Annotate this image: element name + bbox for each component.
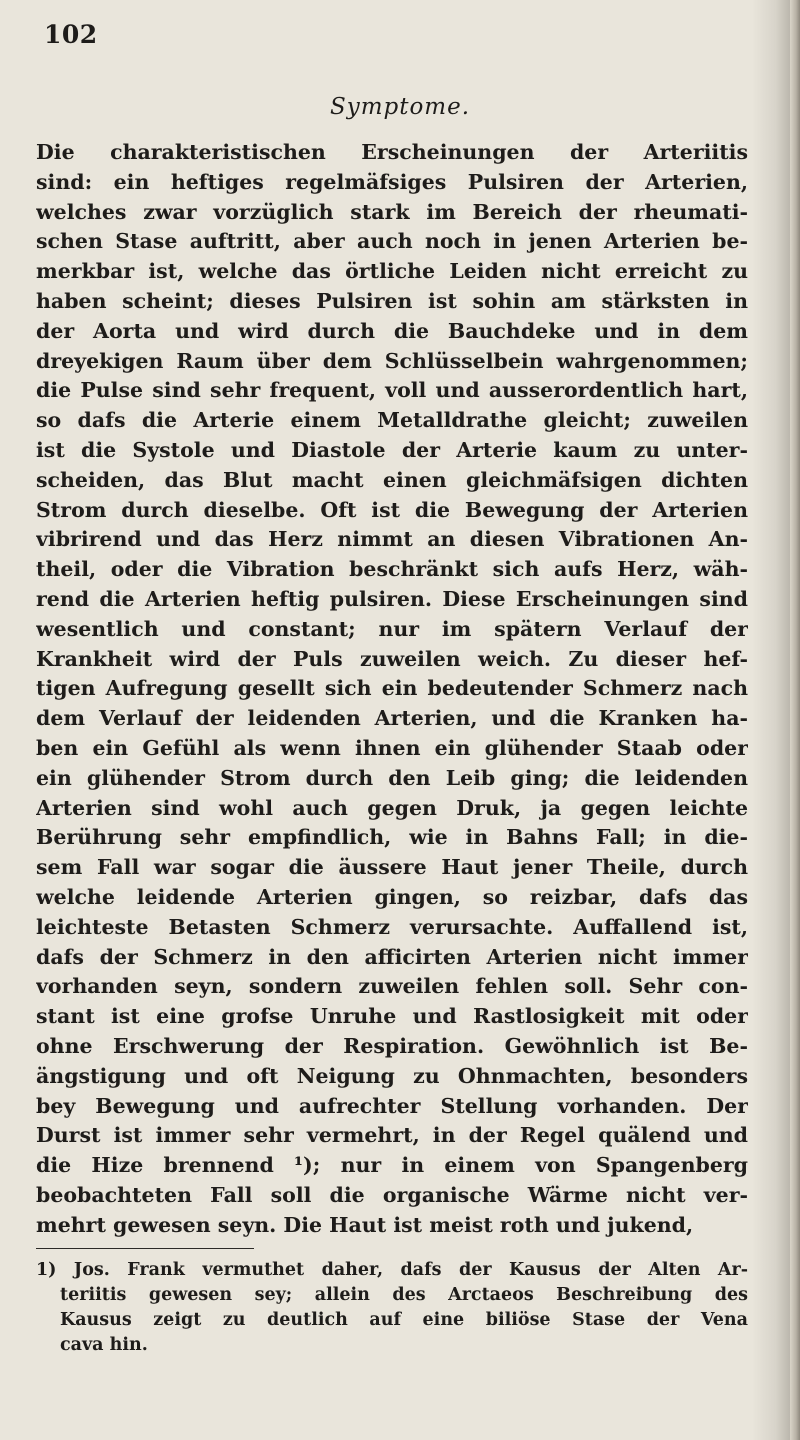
- page-edge-shadow: [790, 0, 800, 1440]
- text-line: dreyekigen Raum über dem Schlüsselbein wahrgenommen;: [36, 348, 748, 373]
- text-line: sind: ein heftiges regelmäfsiges Pulsiren der Arterien,: [36, 169, 748, 194]
- text-line: wesentlich und constant; nur im spätern Verlauf der: [36, 616, 748, 641]
- text-line: beobachteten Fall soll die organische Wärme nicht ver-: [36, 1182, 748, 1207]
- page-number: 102: [44, 20, 98, 49]
- text-line: ängstigung und oft Neigung zu Ohnmachten, besonders: [36, 1063, 748, 1088]
- text-line: so dafs die Arterie einem Metalldrathe gleicht; zuweilen: [36, 408, 748, 433]
- text-line: vorhanden seyn, sondern zuweilen fehlen soll. Sehr con-: [36, 974, 748, 999]
- text-line: merkbar ist, welche das örtliche Leiden nicht erreicht zu: [36, 259, 748, 284]
- footnote-line: cava hin.: [60, 1335, 148, 1355]
- text-line: Die charakteristischen Erscheinungen der Arteriitis: [36, 140, 748, 164]
- text-line: die Pulse sind sehr frequent, voll und ausserordentlich hart,: [36, 378, 748, 403]
- section-title: Symptome.: [329, 94, 471, 120]
- text-line: Krankheit wird der Puls zuweilen weich. Zu dieser hef-: [36, 646, 748, 671]
- footnote-line: teriitis gewesen sey; allein des Arctaeos Beschreibung des: [60, 1285, 748, 1305]
- text-line: scheiden, das Blut macht einen gleichmäfsigen dichten: [36, 467, 748, 492]
- text-line: mehrt gewesen seyn. Die Haut ist meist roth und jukend,: [36, 1212, 694, 1237]
- text-line: ohne Erschwerung der Respiration. Gewöhnlich ist Be-: [36, 1033, 748, 1058]
- footnote-line: 1) Jos. Frank vermuthet daher, dafs der Kausus der Alten Ar-: [36, 1260, 748, 1280]
- text-line: tigen Aufregung gesellt sich ein bedeutender Schmerz nach: [36, 676, 748, 701]
- text-line: rend die Arterien heftig pulsiren. Diese Erscheinungen sind: [36, 586, 748, 611]
- text-line: Berührung sehr empfindlich, wie in Bahns Fall; in die-: [36, 825, 748, 850]
- text-line: leichteste Betasten Schmerz verursachte. Auffallend ist,: [36, 914, 748, 939]
- text-line: welches zwar vorzüglich stark im Bereich der rheumati-: [36, 199, 748, 224]
- footnote-line: Kausus zeigt zu deutlich auf eine biliöse Stase der Vena: [60, 1310, 748, 1330]
- footnotes: [36, 1258, 748, 1358]
- text-line: ben ein Gefühl als wenn ihnen ein glühender Staab oder: [36, 735, 748, 760]
- text-line: welche leidende Arterien gingen, so reizbar, dafs das: [36, 884, 748, 909]
- text-line: theil, oder die Vibration beschränkt sich aufs Herz, wäh-: [36, 557, 748, 582]
- footnote-divider: [36, 1248, 254, 1249]
- text-line: ein glühender Strom durch den Leib ging; die leidenden: [36, 765, 748, 790]
- text-line: Strom durch dieselbe. Oft ist die Bewegung der Arterien: [36, 497, 748, 522]
- text-line: ist die Systole und Diastole der Arterie kaum zu unter-: [36, 437, 748, 462]
- text-line: sem Fall war sogar die äussere Haut jener Theile, durch: [36, 855, 748, 880]
- text-line: die Hize brennend ¹); nur in einem von Spangenberg: [36, 1153, 748, 1178]
- body-text: [36, 138, 748, 1240]
- text-line: dafs der Schmerz in den afficirten Arterien nicht immer: [36, 944, 748, 969]
- text-line: vibrirend und das Herz nimmt an diesen Vibrationen An-: [36, 527, 748, 552]
- text-line: haben scheint; dieses Pulsiren ist sohin am stärksten in: [36, 288, 748, 313]
- text-line: Durst ist immer sehr vermehrt, in der Regel quälend und: [36, 1123, 748, 1148]
- text-line: dem Verlauf der leidenden Arterien, und die Kranken ha-: [36, 706, 748, 731]
- text-line: bey Bewegung und aufrechter Stellung vorhanden. Der: [36, 1093, 748, 1118]
- text-line: stant ist eine grofse Unruhe und Rastlosigkeit mit oder: [36, 1004, 748, 1029]
- text-line: der Aorta und wird durch die Bauchdeke und in dem: [36, 318, 748, 343]
- text-line: Arterien sind wohl auch gegen Druk, ja gegen leichte: [36, 795, 748, 820]
- text-line: schen Stase auftritt, aber auch noch in jenen Arterien be-: [36, 229, 748, 254]
